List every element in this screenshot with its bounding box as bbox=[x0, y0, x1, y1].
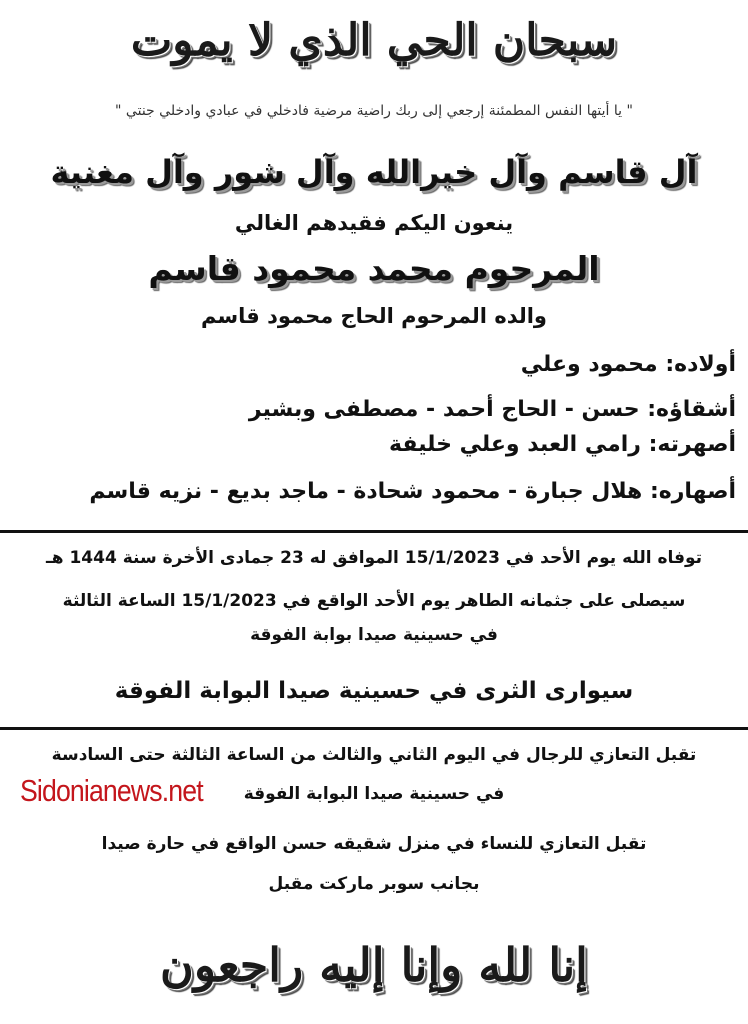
relatives-sons: أولاده: محمود وعلي bbox=[520, 352, 736, 377]
burial-line: سيوارى الثرى في حسينية صيدا البوابة الفوقة bbox=[114, 678, 634, 704]
divider bbox=[0, 530, 748, 533]
men-condolences-line: تقبل التعازي للرجال في اليوم الثاني والثالث من الساعة الثالثة حتى السادسة bbox=[51, 745, 697, 765]
relatives-in-laws: أصهاره: هلال جبارة - محمود شحادة - ماجد بديع - نزيه قاسم bbox=[89, 479, 736, 504]
footer-calligraphy: إنا لله وإنا إليه راجعون bbox=[160, 938, 588, 992]
relatives-sisters-husbands: أصهرته: رامي العبد وعلي خليفة bbox=[389, 432, 736, 457]
men-condolences-place: في حسينية صيدا البوابة الفوقة bbox=[243, 784, 505, 804]
father-line: والده المرحوم الحاج محمود قاسم bbox=[201, 304, 547, 328]
prayer-line: سيصلى على جثمانه الطاهر يوم الأحد الواقع في 15/1/2023 الساعة الثالثة bbox=[62, 591, 686, 611]
relatives-brothers: أشقاؤه: حسن - الحاج أحمد - مصطفى وبشير bbox=[248, 397, 736, 422]
divider bbox=[0, 727, 748, 730]
death-date-line: توفاه الله يوم الأحد في 15/1/2023 الموافق له 23 جمادى الأخرة سنة 1444 هـ bbox=[45, 548, 703, 568]
deceased-name: المرحوم محمد محمود قاسم bbox=[148, 249, 600, 288]
prayer-place-line: في حسينية صيدا بوابة الفوقة bbox=[250, 625, 498, 645]
women-condolences-place: بجانب سوبر ماركت مقبل bbox=[268, 874, 480, 894]
mourning-line: ينعون اليكم فقيدهم الغالي bbox=[234, 211, 514, 235]
header-calligraphy: سبحان الحي الذي لا يموت bbox=[130, 15, 618, 66]
site-watermark: Sidonianews.net bbox=[20, 773, 203, 808]
women-condolences-line: تقبل التعازي للنساء في منزل شقيقه حسن الواقع في حارة صيدا bbox=[101, 834, 647, 854]
quran-verse: " يا أيتها النفس المطمئنة إرجعي إلى ربك راضية مرضية فادخلي في عبادي وادخلي جنتي " bbox=[115, 103, 633, 119]
families-heading: آل قاسم وآل خيرالله وآل شور وآل مغنية bbox=[50, 153, 698, 191]
